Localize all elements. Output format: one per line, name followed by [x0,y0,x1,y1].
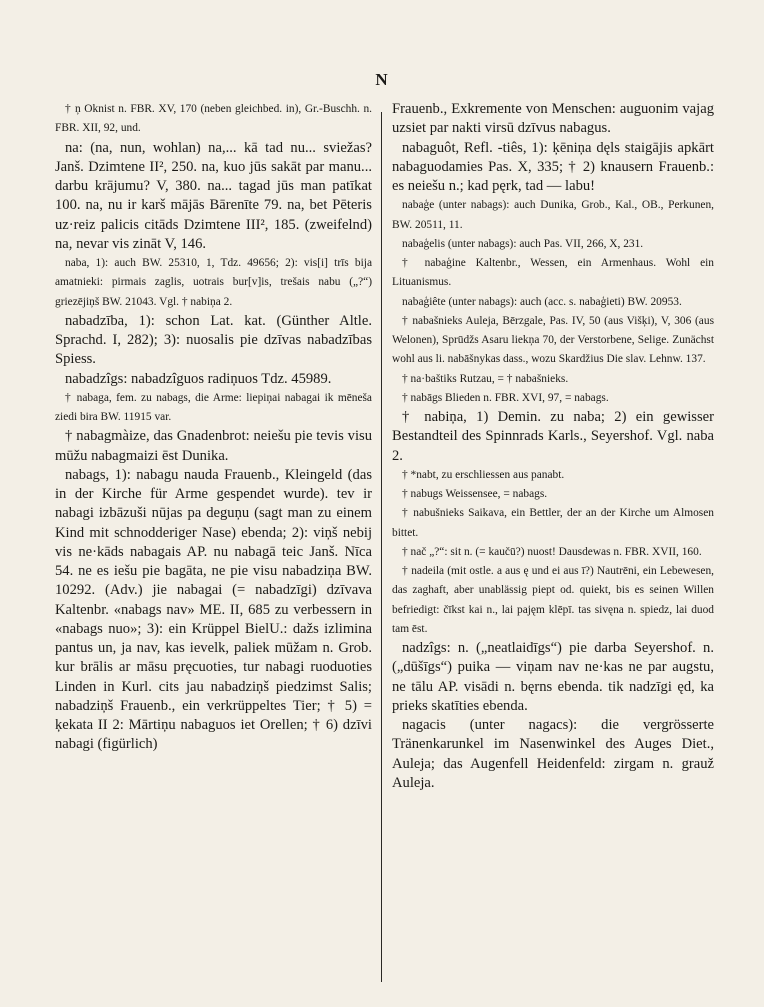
dictionary-entry: † ņ Oknist n. FBR. XV, 170 (neben gleichbed. in), Gr.-Buschh. n. FBR. XII, 92, und. [55,103,372,135]
dictionary-entry: nabaģelis (unter nabags): auch Pas. VII, 266, X, 231. [402,237,644,250]
dictionary-entry: na: (na, nun, wohlan) na,... kā tad nu... sviežas? Janš. Dzimtene II², 250. na, kuo jūs sakāt par manu... darbu krājumu? V, 380. na... tagad jūs man patīkat 100. na, nu ir karš mājās Bārenīte 79. na, bet Pēteris uz·reiz palicis citāds Dzimtene III², 185. (zweifelnd) na, nevar vis zināt V, 146. [55,139,372,252]
dictionary-entry: nabaģiête (unter nabags): auch (acc. s. nabaģieti) BW. 20953. [402,295,682,308]
dictionary-entry: † na·baštiks Rutzau, = † nabašnieks. [402,372,569,385]
dictionary-entry: † nabaģine Kaltenbr., Wessen, ein Armenhaus. Wohl ein Lituanismus. [392,257,714,289]
dictionary-entry: nabadzîgs: nabadzîguos radiņuos Tdz. 45989. [65,370,332,387]
column-divider [381,112,382,982]
right-column [392,100,714,990]
dictionary-entry: † nabiņa, 1) Demin. zu naba; 2) ein gewisser Bestandteil des Spinnrads Karls., Seyershof. Vgl. naba 2. [392,409,714,464]
dictionary-entry: nabaguôt, Refl. -tiês, 1): ķēniņa dęls staigājis apkārt nabaguodamies Pas. X, 335; † 2) knausern Frauenb.: es neiešu n.; kad pęrk, tad — labu! [392,139,714,194]
dictionary-entry: nagacis (unter nagacs): die vergrösserte Tränenkarunkel im Nasenwinkel des Auges Diet., Auleja; das Augenfell Heidenfeld: zirgam n. grauž Auleja. [392,717,714,791]
page-letter-heading: N [375,70,389,89]
dictionary-entry: nabaģe (unter nabags): auch Dunika, Grob., Kal., OB., Perkunen, BW. 20511, 11. [392,199,714,231]
dictionary-entry: Frauenb., Exkremente von Menschen: auguonim vajag uzsiet par nakti virsū dzīvus nabagus. [392,101,714,137]
dictionary-entry: † nabagmàize, das Gnadenbrot: neiešu pie tevis visu mūžu nabagmaizi ēst Dunika. [55,428,372,464]
dictionary-entry: † nadeila (mit ostle. a aus ę und ei aus ī?) Nautrēni, ein Lebewesen, das zaghaft, aber unablässig piept od. quiekt, bis es seinen Willen befriedigt: čīkst kai n., lai pajęm klēpī. tas sivęna n. spiedz, lai duod tam ēst. [392,565,714,635]
dictionary-entry: † nabāgs Blieden n. FBR. XVI, 97, = nabags. [402,391,609,404]
dictionary-entry: naba, 1): auch BW. 25310, 1, Tdz. 49656; 2): vis[i] trīs bija amatnieki: pirmais zaglis, uotrais bur[v]is, trešais nabu („?“) griezējiņš BW. 21043. Vgl. † nabiņa 2. [55,257,372,308]
dictionary-entry: nadzîgs: n. („neatlaidīgs“) pie darba Seyershof. n. („dūšīgs“) puika — viņam nav ne·kas ne par augstu, ne tālu AP. visādi n. bęrns ebenda. tik nadzīgi ęd, ka prieks skatīties ebenda. [392,640,714,714]
dictionary-entry: † nabaga, fem. zu nabags, die Arme: liepiņai nabagai ik mēneša ziedi bira BW. 11915 var. [55,391,372,423]
dictionary-entry: † nač „?“: sit n. (= kaučū?) nuost! Dausdewas n. FBR. XVII, 160. [402,545,702,558]
dictionary-entry: † *nabt, zu erschliessen aus panabt. [402,468,565,481]
dictionary-entry: † nabugs Weissensee, = nabags. [402,488,548,500]
dictionary-entry: † nabašnieks Auleja, Bērzgale, Pas. IV, 50 (aus Višķi), V, 306 (aus Welonen), Sprūdžs Asaru liekņa 70, der Verstorbene, Selige. Zunächst wohl aus li. nabāšnykas dass., wozu Skardžius Die slav. Lehnw. 137. [392,314,714,366]
dictionary-entry: † nabušnieks Saikava, ein Bettler, der an der Kirche um Almosen bittet. [392,507,714,539]
left-column [55,100,372,990]
dictionary-entry: nabags, 1): nabagu nauda Frauenb., Kleingeld (das in der Kirche für Arme gespendet wurde). tev ir nabagi izbāzuši nūjas pa deguņu (sagt man zu einem Kind mit schnodderiger Nase) ebenda; 2): viņš nebij vis ne·kāds nabagais AP. nu nabagā teic Janš. Nīca 54. ne es iešu pie bagāta, ne pie visu nabadziņa BW. 10292. (Adv.) jie nabagai (= nabadzīgi) dzīvava Kaltenbr. «nabags nav» ME. II, 685 zu verbessern in «nabags nuo»; 3): ein Krüppel BielU.: dažs izlimina pantus un, ja nav, kas ievelk, paliek mūžam n. Grob. kur brālis ar māsu pręcuoties, tur nabagi ruoduoties Linden in Kurl. cits jau nabadziņš piedzimst Salis; nabadziņš Frauenb., ein verkrüppeltes Tier; † 5) = ķekata II 2: Mārtiņu nabaguos iet Orellen; † 6) dzīvi nabagi (figürlich) [55,466,372,753]
dictionary-entry: nabadzība, 1): schon Lat. kat. (Günther Altle. Sprachd. I, 282); 3): nuosalis pie dzīvas nabadzības Spiess. [55,312,372,368]
